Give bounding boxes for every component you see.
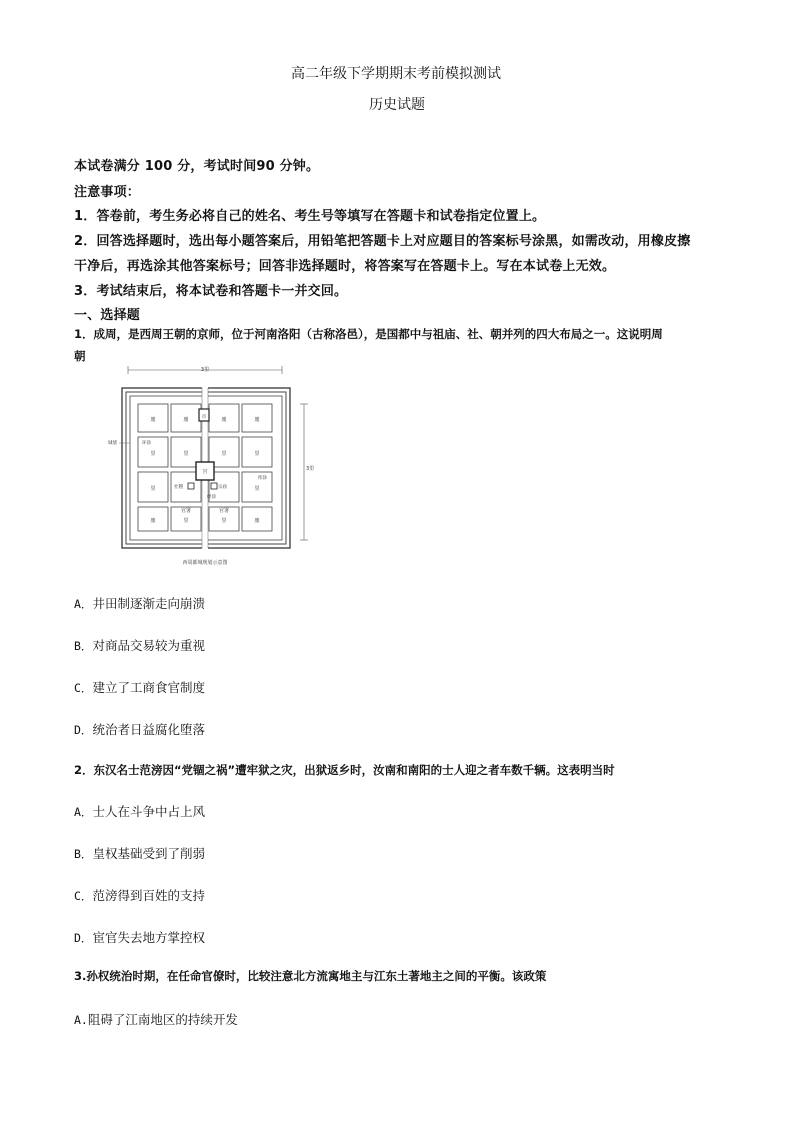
instruction-item-2-cont: 干净后，再选涂其他答案标号；回答非选择题时，将答案写在答题卡上。写在本试卷上无效。	[74, 259, 616, 274]
cell-label: 里	[221, 451, 227, 457]
palace-label: 宫	[202, 469, 208, 475]
figure-caption: 西周都城规划示意图	[182, 560, 228, 566]
question-1-stem: 1．成周，是西周王朝的京师，位于河南洛阳（古称洛邑），是国都中与祖庙、社、朝并列的四大布局之一。这说明周	[74, 327, 663, 341]
instruction-item-2: 2．回答选择题时，选出每小题答案后，用铅笔把答题卡上对应题目的答案标号涂黑，如需改动，用橡皮擦	[74, 234, 691, 249]
q1-option-b[interactable]	[74, 636, 205, 654]
section-heading: 一、选择题	[74, 308, 141, 323]
score-info: 本试卷满分 100 分，考试时间90 分钟。	[74, 159, 320, 174]
cell-label: 廛	[150, 417, 156, 423]
cell-label: 里	[254, 486, 260, 492]
city-wall-label: 城墙	[108, 441, 117, 446]
wei-road-label: 纬涂	[258, 476, 267, 481]
q2-option-b[interactable]	[74, 844, 205, 862]
market-label: 市	[201, 415, 207, 420]
option-key: A．	[74, 805, 93, 819]
option-text: 宦官失去地方掌控权	[92, 930, 205, 945]
instruction-item-3: 3．考试结束后，将本试卷和答题卡一并交回。	[74, 284, 348, 299]
cell-label: 廛	[254, 518, 260, 524]
question-2-stem: 2．东汉名士范滂因“党锢之祸”遭牢狱之灾，出狱返乡时，汝南和南阳的士人迎之者车数千辆。这表明当时	[74, 763, 615, 777]
cell-label: 廛	[254, 417, 260, 423]
figure-right-label: 3里	[306, 466, 315, 472]
option-key: C．	[74, 889, 93, 903]
cell-label: 里	[221, 518, 227, 524]
option-key: D．	[74, 723, 93, 737]
cell-label: 里	[150, 486, 156, 492]
q2-option-a[interactable]	[74, 802, 205, 820]
grid-road-label: 经涂	[207, 495, 216, 500]
option-text: 对商品交易较为重视	[92, 638, 205, 653]
cell-label: 里	[183, 518, 189, 524]
cell-label: 廛	[183, 417, 189, 423]
capital-plan-figure	[108, 364, 315, 570]
notice-label: 注意事项：	[74, 185, 141, 200]
option-text: 统治者日益腐化堕落	[92, 722, 205, 737]
instruction-item-1: 1．答卷前，考生务必将自己的姓名、考生号等填写在答题卡和试卷指定位置上。	[74, 209, 546, 224]
q1-option-a[interactable]	[74, 594, 205, 612]
option-key: B．	[74, 847, 93, 861]
option-key: A．	[74, 597, 93, 611]
cell-label: 里	[150, 451, 156, 457]
option-text: 阻碍了江南地区的持续开发	[87, 1012, 238, 1027]
cell-label: 廛	[221, 417, 227, 423]
question-1-stem-cont: 朝	[74, 349, 86, 363]
q2-option-c[interactable]	[74, 886, 205, 904]
cell-label: 廛	[150, 518, 156, 524]
option-key: B．	[74, 639, 93, 653]
q1-option-c[interactable]	[74, 678, 205, 696]
option-key: A.	[74, 1013, 88, 1027]
exam-subject: 历史试题	[369, 97, 425, 113]
cell-label: 里	[254, 451, 260, 457]
guanshu-label: 官署	[180, 508, 192, 514]
figure-top-label: 3里	[200, 367, 210, 373]
q2-option-d[interactable]	[74, 928, 205, 946]
exam-title: 高二年级下学期期末考前模拟测试	[291, 66, 501, 82]
ring-road-label: 环涂	[142, 441, 151, 446]
q3-option-a[interactable]	[74, 1010, 238, 1028]
guanshu-label: 官署	[218, 508, 230, 514]
cell-label: 里	[183, 451, 189, 457]
question-3-stem: 3.孙权统治时期，在任命官僚时，比较注意北方流寓地主与江东土著地主之间的平衡。该政策	[74, 969, 547, 983]
q1-option-d[interactable]	[74, 720, 205, 738]
option-text: 士人在斗争中占上风	[92, 804, 205, 819]
option-text: 皇权基础受到了削弱	[92, 846, 205, 861]
option-key: C．	[74, 681, 93, 695]
option-text: 范滂得到百姓的支持	[92, 888, 205, 903]
option-key: D．	[74, 931, 93, 945]
she-label: 社稷	[174, 485, 183, 490]
option-text: 建立了工商食官制度	[92, 680, 205, 695]
zongmiao-label: 宗庙	[218, 485, 227, 490]
option-text: 井田制逐渐走向崩溃	[92, 596, 205, 611]
